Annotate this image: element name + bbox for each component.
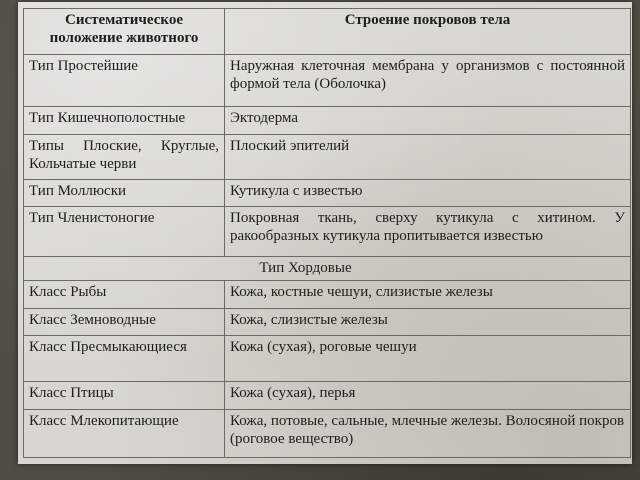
cover-cell: Эктодерма: [225, 107, 631, 135]
header-covers: Строение покровов тела: [225, 9, 631, 55]
cover-cell: Кожа, костные чешуи, слизистые железы: [225, 281, 631, 309]
taxon-cell: Тип Кишечнополостные: [24, 107, 225, 135]
taxon-cell: Класс Млекопитающие: [24, 410, 225, 458]
covers-table: [23, 8, 631, 458]
section-row: [24, 257, 631, 281]
table-row: [24, 309, 631, 336]
cover-cell: Кутикула с известью: [225, 180, 631, 207]
taxon-cell: Типы Плоские, Круглые, Кольчатые черви: [24, 135, 225, 180]
cover-cell: Покровная ткань, сверху кутикула с хитином. У ракообразных кутикула пропитывается известью: [225, 207, 631, 257]
table-row: [24, 382, 631, 410]
table-row: [24, 336, 631, 382]
taxon-cell: Класс Пресмыкающиеся: [24, 336, 225, 382]
table-row: [24, 135, 631, 180]
table-row: [24, 55, 631, 107]
table-header-row: [24, 9, 631, 55]
taxon-cell: Класс Рыбы: [24, 281, 225, 309]
cover-cell: Плоский эпителий: [225, 135, 631, 180]
taxon-cell: Тип Членистоногие: [24, 207, 225, 257]
cover-cell: Наружная клеточная мембрана у организмов с постоянной формой тела (Оболочка): [225, 55, 631, 107]
cover-cell: Кожа (сухая), роговые чешуи: [225, 336, 631, 382]
cover-cell: Кожа, потовые, сальные, млечные железы. Волосяной покров (роговое вещество): [225, 410, 631, 458]
cover-cell: Кожа, слизистые железы: [225, 309, 631, 336]
taxon-cell: Класс Птицы: [24, 382, 225, 410]
table-row: [24, 107, 631, 135]
table-row: [24, 281, 631, 309]
cover-cell: Кожа (сухая), перья: [225, 382, 631, 410]
section-chordates: Тип Хордовые: [24, 257, 631, 281]
taxon-cell: Тип Простейшие: [24, 55, 225, 107]
table-row: [24, 180, 631, 207]
header-systematic: Систематическое положение животного: [24, 9, 225, 55]
taxon-cell: Тип Моллюски: [24, 180, 225, 207]
taxon-cell: Класс Земноводные: [24, 309, 225, 336]
table-row: [24, 207, 631, 257]
table-row: [24, 410, 631, 458]
